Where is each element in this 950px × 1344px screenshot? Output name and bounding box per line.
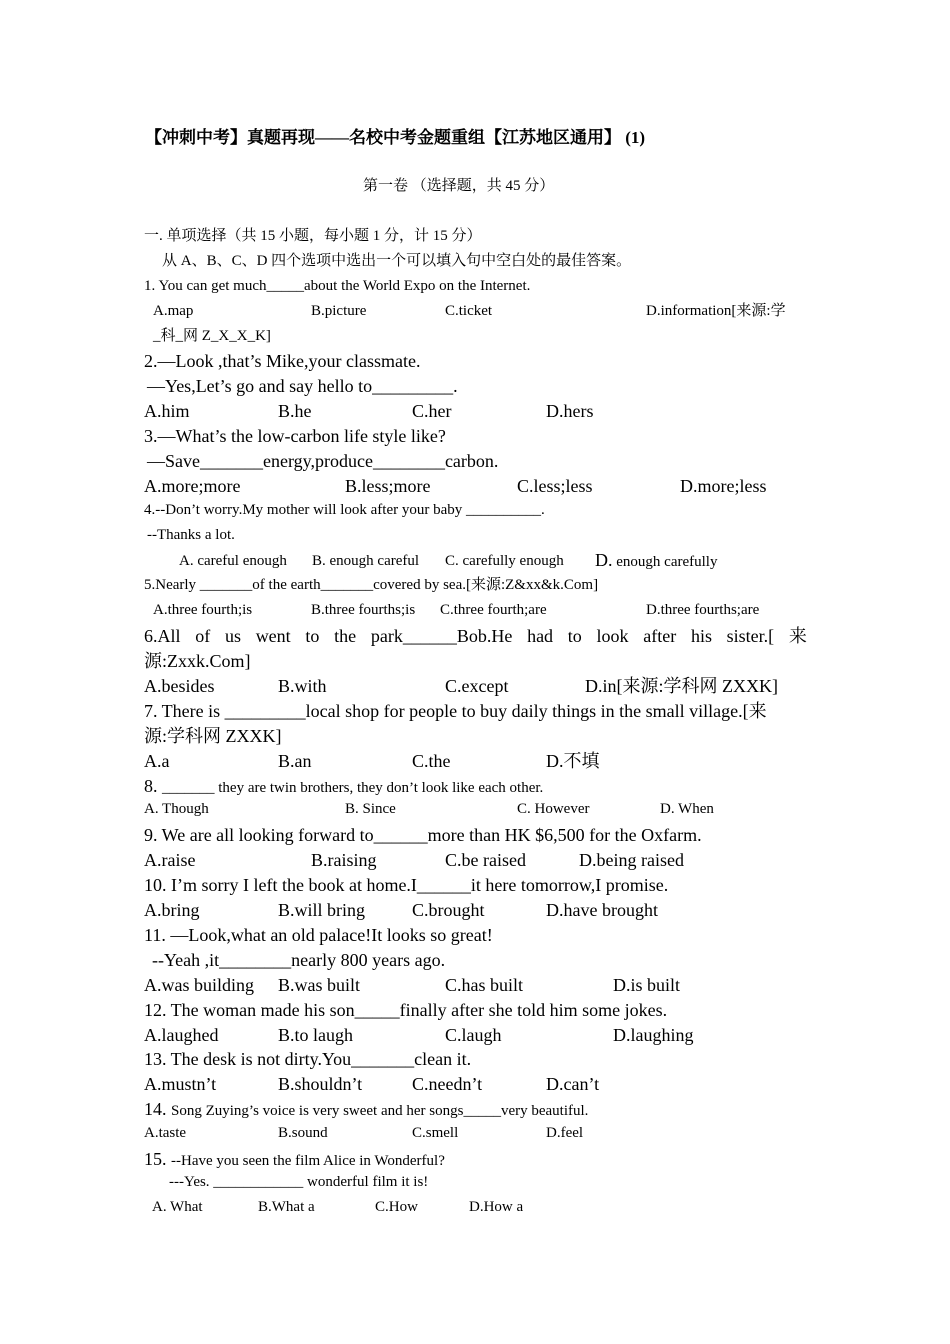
stem-word: of — [195, 626, 211, 646]
volume-subtitle: 第一卷 （选择题，共 45 分） — [363, 178, 555, 194]
question-text: Song Zuying’s voice is very sweet and her songs_____very beautiful. — [171, 1103, 589, 1119]
question-number: 14. — [144, 1099, 171, 1119]
option-d: D.three fourths;are — [646, 602, 760, 618]
option-a: A.raise — [144, 850, 196, 870]
option-c: C.three fourth;are — [440, 602, 547, 618]
question-stem: 10. I’m sorry I left the book at home.I______it here tomorrow,I promise. — [144, 875, 669, 895]
page-title: 【冲刺中考】真题再现——名校中考金题重组【江苏地区通用】 (1) — [145, 128, 646, 147]
stem-word: to — [305, 626, 320, 646]
option-c: C.ticket — [445, 303, 493, 319]
option-a: A.taste — [144, 1125, 187, 1141]
option-d: D.laughing — [613, 1025, 694, 1045]
option-c: C.needn’t — [412, 1074, 483, 1094]
question-number: 15. — [144, 1149, 171, 1169]
question-stem — [144, 627, 807, 645]
option-c: C.How — [375, 1199, 418, 1215]
option-d-continued: _科_网 Z_X_X_K] — [153, 328, 271, 344]
option-b: B.raising — [311, 850, 377, 870]
stem-word: to — [567, 626, 582, 646]
option-letter: D. — [595, 550, 613, 570]
option-b: B.he — [278, 401, 312, 421]
question-line-2: ---Yes. ____________ wonderful film it is! — [169, 1174, 429, 1190]
option-b: B.with — [278, 676, 327, 696]
instructions: 从 A、B、C、D 四个选项中选出一个可以填入句中空白处的最佳答案。 — [162, 253, 632, 269]
section-heading: 一. 单项选择（共 15 小题，每小题 1 分，计 15 分） — [144, 228, 482, 244]
option-a: A.mustn’t — [144, 1074, 217, 1094]
option-a: A.more;more — [144, 476, 241, 496]
option-a: A. What — [152, 1199, 203, 1215]
stem-word: look — [596, 626, 629, 646]
option-b: B.will bring — [278, 900, 366, 920]
question-stem: 9. We are all looking forward to______more than HK $6,500 for the Oxfarm. — [144, 825, 702, 845]
option-a: A.bring — [144, 900, 200, 920]
option-a: A.besides — [144, 676, 215, 696]
option-c: C. However — [517, 801, 590, 817]
question-line-2: --Yeah ,it________nearly 800 years ago. — [152, 950, 446, 970]
question-stem: 11. —Look,what an old palace!It looks so great! — [144, 925, 493, 945]
option-a: A.was building — [144, 975, 254, 995]
question-line-2: --Thanks a lot. — [147, 527, 235, 543]
option-c: C.less;less — [517, 476, 593, 496]
question-stem: 7. There is _________local shop for people to buy daily things in the small village.[来 — [144, 701, 767, 721]
option-d — [595, 551, 717, 570]
option-a: A.laughed — [144, 1025, 219, 1045]
stem-word: after — [643, 626, 677, 646]
stem-word: had — [527, 626, 554, 646]
question-stem — [144, 777, 543, 796]
question-text: _______ they are twin brothers, they don’t look like each other. — [162, 780, 544, 796]
option-d: D.being raised — [579, 850, 684, 870]
option-b: B. enough careful — [312, 553, 420, 569]
option-d: D.hers — [546, 401, 594, 421]
option-c: C.has built — [445, 975, 524, 995]
option-b: B.to laugh — [278, 1025, 353, 1045]
option-d: D.information[来源:学 — [646, 303, 786, 319]
option-a: A. careful enough — [179, 553, 287, 569]
option-b: B.three fourths;is — [311, 602, 416, 618]
option-c: C.smell — [412, 1125, 459, 1141]
option-c: C.her — [412, 401, 452, 421]
option-a: A.a — [144, 751, 170, 771]
option-d: D.不填 — [546, 751, 600, 771]
question-stem: 5.Nearly _______of the earth_______covered by sea.[来源:Z&xx&k.Com] — [144, 577, 599, 593]
question-line-2: —Yes,Let’s go and say hello to_________. — [147, 376, 458, 396]
option-b: B.less;more — [345, 476, 431, 496]
stem-word: us — [224, 626, 241, 646]
option-c: C.the — [412, 751, 451, 771]
option-text: enough carefully — [612, 554, 718, 570]
question-stem: 13. The desk is not dirty.You_______clean it. — [144, 1049, 472, 1069]
option-c: C.be raised — [445, 850, 526, 870]
option-a: A.map — [153, 303, 194, 319]
question-stem-continued: 源:学科网 ZXXK] — [144, 726, 282, 746]
option-b: B.shouldn’t — [278, 1074, 363, 1094]
option-c: C. carefully enough — [445, 553, 564, 569]
question-stem — [144, 1150, 445, 1169]
option-a: A. Though — [144, 801, 209, 817]
stem-word: 来 — [788, 626, 807, 646]
question-stem: 3.—What’s the low-carbon life style like? — [144, 426, 446, 446]
option-b: B.picture — [311, 303, 367, 319]
option-d: D.feel — [546, 1125, 584, 1141]
option-d: D.can’t — [546, 1074, 600, 1094]
option-d: D. When — [660, 801, 714, 817]
question-stem: 12. The woman made his son_____finally after she told him some jokes. — [144, 1000, 668, 1020]
option-d: D.is built — [613, 975, 681, 995]
option-b: B.an — [278, 751, 312, 771]
option-d: D.have brought — [546, 900, 658, 920]
question-stem: 4.--Don’t worry.My mother will look after your baby __________. — [144, 502, 545, 518]
stem-word: 6.All — [144, 626, 181, 646]
option-b: B. Since — [345, 801, 396, 817]
question-text: --Have you seen the film Alice in Wonderful? — [171, 1153, 445, 1169]
question-stem — [144, 1100, 588, 1119]
question-number: 8. — [144, 776, 162, 796]
option-b: B.What a — [258, 1199, 315, 1215]
question-line-2: —Save_______energy,produce________carbon. — [147, 451, 499, 471]
option-d: D.more;less — [680, 476, 767, 496]
question-stem: 2.—Look ,that’s Mike,your classmate. — [144, 351, 421, 371]
stem-word: the — [334, 626, 357, 646]
stem-word: park______Bob.He — [370, 626, 513, 646]
option-c: C.brought — [412, 900, 485, 920]
option-b: B.was built — [278, 975, 361, 995]
stem-word: his — [690, 626, 712, 646]
question-stem-continued: 源:Zxxk.Com] — [144, 651, 251, 671]
stem-word: went — [255, 626, 291, 646]
option-c: C.except — [445, 676, 509, 696]
stem-word: sister.[ — [726, 626, 775, 646]
option-d: D.How a — [469, 1199, 524, 1215]
option-a: A.three fourth;is — [153, 602, 253, 618]
option-a: A.him — [144, 401, 190, 421]
option-b: B.sound — [278, 1125, 328, 1141]
question-stem: 1. You can get much_____about the World Expo on the Internet. — [144, 278, 531, 294]
option-d: D.in[来源:学科网 ZXXK] — [585, 676, 778, 696]
option-c: C.laugh — [445, 1025, 502, 1045]
